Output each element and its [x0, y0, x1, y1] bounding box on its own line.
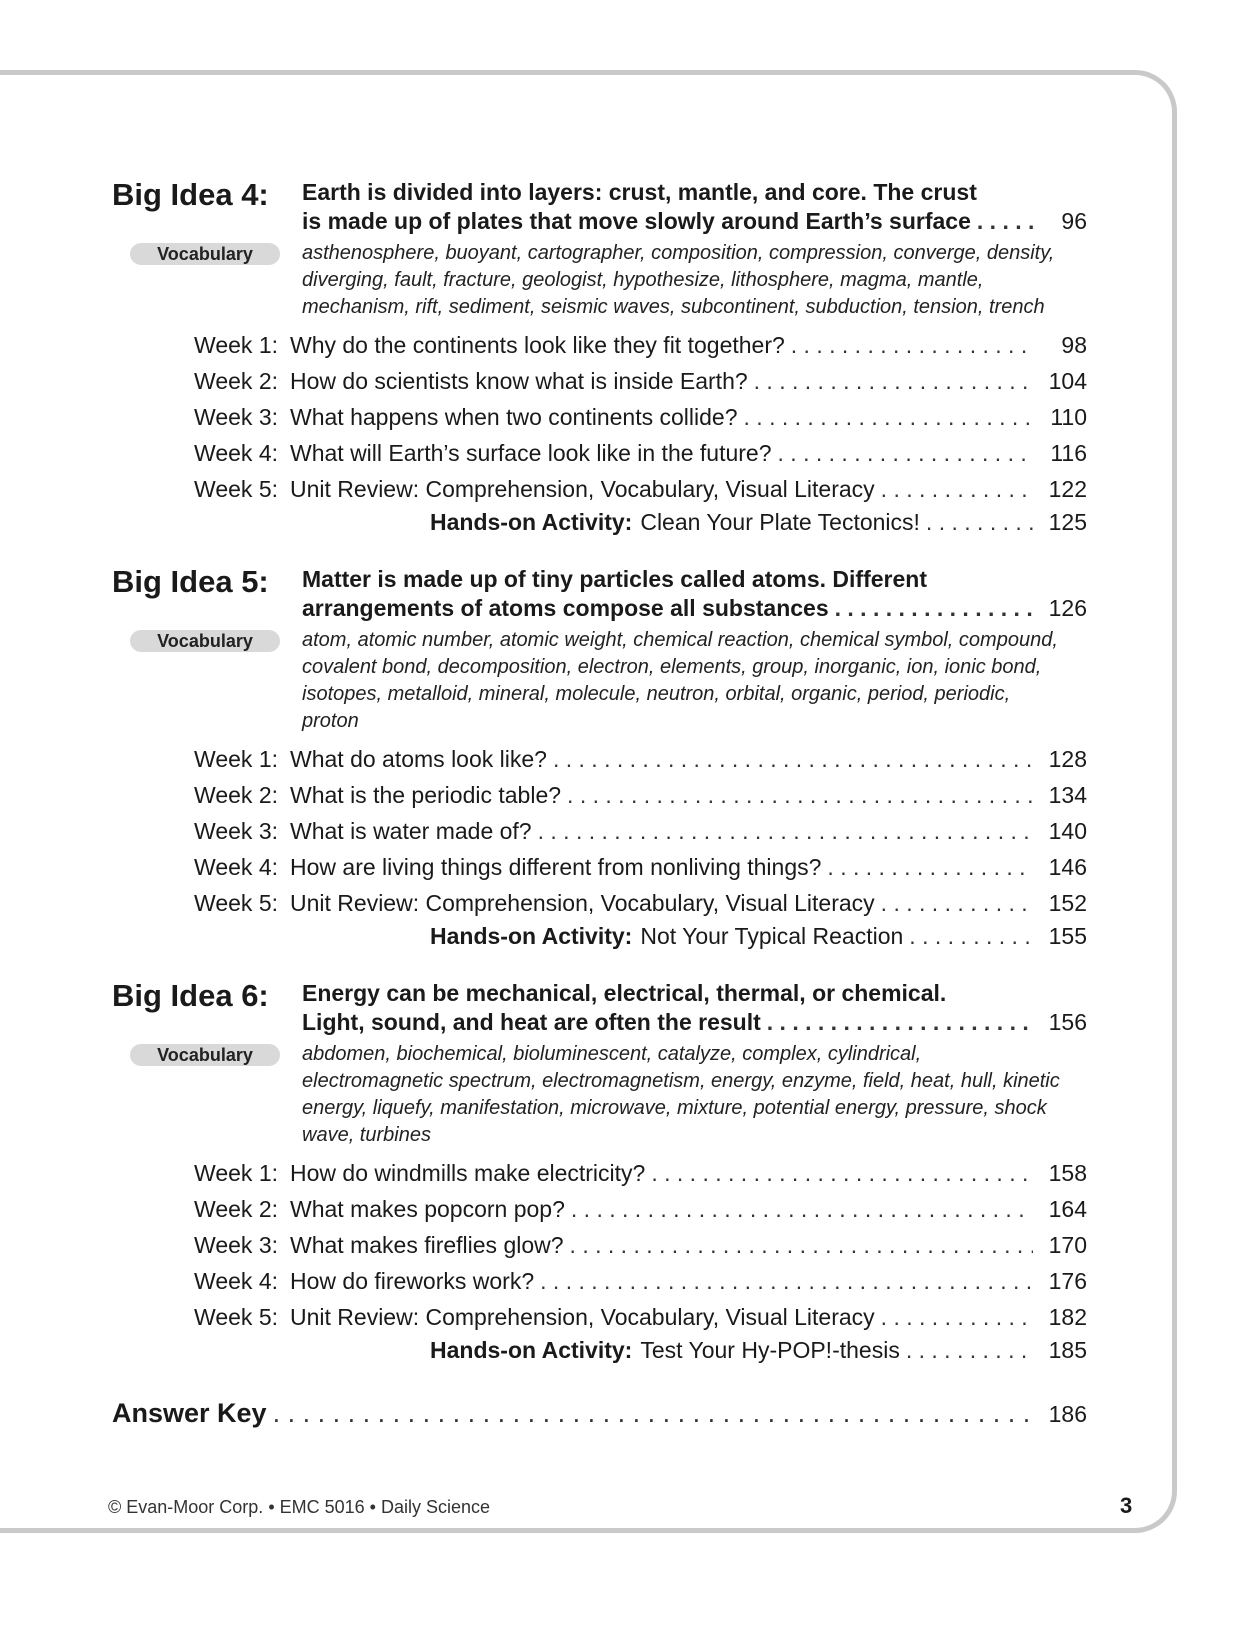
page-number-footer: 3	[1120, 1493, 1133, 1518]
dot-leader	[778, 435, 1033, 471]
page-number: 126	[1048, 595, 1087, 621]
idea-line-2-row	[302, 1008, 1087, 1037]
dot-leader	[926, 507, 1033, 537]
dot-leader	[906, 1335, 1033, 1365]
week-entry[interactable]	[112, 1263, 1087, 1299]
dot-leader	[767, 1008, 1033, 1037]
week-label: Week 4:	[194, 1268, 278, 1294]
page-number: 122	[1048, 476, 1087, 502]
dot-leader	[571, 1191, 1033, 1227]
answer-key-label: Answer Key	[112, 1398, 267, 1428]
week-entry[interactable]	[112, 741, 1087, 777]
week-title: How do scientists know what is inside Earth?	[290, 368, 748, 394]
week-entry[interactable]	[112, 1155, 1087, 1191]
vocabulary-badge: Vocabulary	[130, 630, 280, 652]
week-entry[interactable]	[112, 1227, 1087, 1263]
dot-leader	[881, 885, 1033, 921]
page-number: 182	[1048, 1304, 1087, 1330]
week-title: Unit Review: Comprehension, Vocabulary, Visual Literacy	[290, 890, 875, 916]
big-idea-label: Big Idea 4:	[112, 177, 269, 212]
week-label: Week 3:	[194, 1232, 278, 1258]
page-number: 146	[1048, 854, 1087, 880]
week-title: Unit Review: Comprehension, Vocabulary, Visual Literacy	[290, 476, 875, 502]
page-number: 110	[1050, 404, 1087, 430]
idea-line-1: Earth is divided into layers: crust, mantle, and core. The crust	[302, 179, 977, 205]
idea-line-2: arrangements of atoms compose all substances	[302, 595, 829, 621]
table-of-contents	[112, 178, 1087, 1434]
dot-leader	[538, 813, 1033, 849]
week-label: Week 2:	[194, 368, 278, 394]
big-idea-4-section	[112, 178, 1087, 537]
big-idea-statement[interactable]	[302, 979, 1087, 1037]
week-label: Week 2:	[194, 1196, 278, 1222]
page-number: 134	[1048, 782, 1087, 808]
week-title: How are living things different from nonliving things?	[290, 854, 822, 880]
page-number: 98	[1061, 332, 1087, 358]
page-number: 170	[1048, 1232, 1087, 1258]
week-title: What will Earth’s surface look like in the future?	[290, 440, 772, 466]
week-label: Week 4:	[194, 440, 278, 466]
dot-leader	[909, 921, 1033, 951]
week-label: Week 5:	[194, 890, 278, 916]
page-number: 152	[1048, 890, 1087, 916]
week-entry[interactable]	[112, 1299, 1087, 1335]
dot-leader	[835, 594, 1033, 623]
hands-on-label: Hands-on Activity:	[430, 509, 633, 535]
week-label: Week 1:	[194, 1160, 278, 1186]
big-idea-statement[interactable]	[302, 565, 1087, 623]
week-title: What do atoms look like?	[290, 746, 547, 772]
week-label: Week 3:	[194, 818, 278, 844]
big-idea-label: Big Idea 6:	[112, 978, 269, 1013]
hands-on-activity-entry[interactable]	[430, 921, 1087, 951]
week-label: Week 3:	[194, 404, 278, 430]
week-entry[interactable]	[112, 471, 1087, 507]
week-label: Week 5:	[194, 1304, 278, 1330]
page-number: 104	[1048, 368, 1087, 394]
week-entry[interactable]	[112, 399, 1087, 435]
idea-line-2-row	[302, 594, 1087, 623]
week-entry[interactable]	[112, 777, 1087, 813]
dot-leader	[881, 471, 1033, 507]
idea-line-2: is made up of plates that move slowly around Earth’s surface	[302, 208, 971, 234]
week-list	[112, 741, 1087, 951]
copyright-footer: © Evan-Moor Corp. • EMC 5016 • Daily Science	[108, 1497, 491, 1517]
page-number: 176	[1048, 1268, 1087, 1294]
hands-on-title: Clean Your Plate Tectonics!	[640, 509, 920, 535]
idea-line-2-row	[302, 207, 1087, 236]
week-label: Week 1:	[194, 332, 278, 358]
answer-key-entry[interactable]	[112, 1393, 1087, 1434]
week-title: What happens when two continents collide?	[290, 404, 738, 430]
vocabulary-badge: Vocabulary	[130, 243, 280, 265]
page-number: 155	[1048, 923, 1087, 949]
week-title: What is the periodic table?	[290, 782, 562, 808]
vocabulary-list: asthenosphere, buoyant, cartographer, composition, compression, converge, density, diverging, fault, fracture, geologist, hypothesize, lithosphere, magma, mantle, mechanism, rift, sediment, seismic waves, subcontinent, subduction, tension, trench	[302, 242, 1055, 318]
hands-on-title: Not Your Typical Reaction	[640, 923, 904, 949]
vocabulary-list: atom, atomic number, atomic weight, chemical reaction, chemical symbol, compound, covalent bond, decomposition, electron, elements, group, inorganic, ion, ionic bond, isotopes, metalloid, mineral, molecule, neutron, orbital, organic, period, periodic, proton	[302, 629, 1058, 732]
vocabulary-badge: Vocabulary	[130, 1044, 280, 1066]
big-idea-6-section	[112, 979, 1087, 1365]
week-title: Unit Review: Comprehension, Vocabulary, Visual Literacy	[290, 1304, 875, 1330]
week-label: Week 4:	[194, 854, 278, 880]
page-number: 96	[1061, 208, 1087, 234]
week-title: How do windmills make electricity?	[290, 1160, 646, 1186]
dot-leader	[881, 1299, 1033, 1335]
dot-leader	[540, 1263, 1033, 1299]
vocabulary-block	[112, 627, 1087, 735]
idea-line-1: Matter is made up of tiny particles called atoms. Different	[302, 566, 927, 592]
big-idea-5-section	[112, 565, 1087, 951]
week-title: Why do the continents look like they fit together?	[290, 332, 785, 358]
week-label: Week 1:	[194, 746, 278, 772]
hands-on-activity-entry[interactable]	[430, 507, 1087, 537]
week-title: What is water made of?	[290, 818, 532, 844]
vocabulary-block	[112, 240, 1087, 321]
hands-on-title: Test Your Hy-POP!-thesis	[640, 1337, 900, 1363]
week-entry[interactable]	[112, 363, 1087, 399]
page-number: 185	[1048, 1337, 1087, 1363]
page-number: 128	[1048, 746, 1087, 772]
page-number: 186	[1048, 1401, 1087, 1427]
page-number: 125	[1048, 509, 1087, 535]
week-label: Week 5:	[194, 476, 278, 502]
page-number: 140	[1048, 818, 1087, 844]
week-list	[112, 1155, 1087, 1365]
week-title: What makes fireflies glow?	[290, 1232, 564, 1258]
dot-leader	[273, 1393, 1033, 1433]
dot-leader	[744, 399, 1033, 435]
week-entry[interactable]	[112, 327, 1087, 363]
page-number: 164	[1048, 1196, 1087, 1222]
idea-line-1: Energy can be mechanical, electrical, thermal, or chemical.	[302, 980, 947, 1006]
hands-on-label: Hands-on Activity:	[430, 1337, 633, 1363]
dot-leader	[827, 849, 1033, 885]
dot-leader	[791, 327, 1033, 363]
page-number: 158	[1048, 1160, 1087, 1186]
week-entry[interactable]	[112, 885, 1087, 921]
big-idea-label: Big Idea 5:	[112, 564, 269, 599]
page-number: 156	[1048, 1009, 1087, 1035]
hands-on-label: Hands-on Activity:	[430, 923, 633, 949]
dot-leader	[977, 207, 1033, 236]
big-idea-statement[interactable]	[302, 178, 1087, 236]
page-number: 116	[1050, 440, 1087, 466]
dot-leader	[570, 1227, 1033, 1263]
week-label: Week 2:	[194, 782, 278, 808]
dot-leader	[567, 777, 1033, 813]
hands-on-activity-entry[interactable]	[430, 1335, 1087, 1365]
vocabulary-list: abdomen, biochemical, bioluminescent, catalyze, complex, cylindrical, electromagnetic spectrum, electromagnetism, energy, enzyme, field, heat, hull, kinetic energy, liquefy, manifestation, microwave, mixture, potential energy, pressure, shock wave, turbines	[302, 1043, 1060, 1146]
vocabulary-block	[112, 1041, 1087, 1149]
week-title: What makes popcorn pop?	[290, 1196, 565, 1222]
dot-leader	[553, 741, 1033, 777]
week-list	[112, 327, 1087, 537]
week-entry[interactable]	[112, 435, 1087, 471]
week-entry[interactable]	[112, 849, 1087, 885]
idea-line-2: Light, sound, and heat are often the result	[302, 1009, 761, 1035]
week-entry[interactable]	[112, 1191, 1087, 1227]
week-title: How do fireworks work?	[290, 1268, 535, 1294]
week-entry[interactable]	[112, 813, 1087, 849]
dot-leader	[651, 1155, 1033, 1191]
dot-leader	[754, 363, 1033, 399]
